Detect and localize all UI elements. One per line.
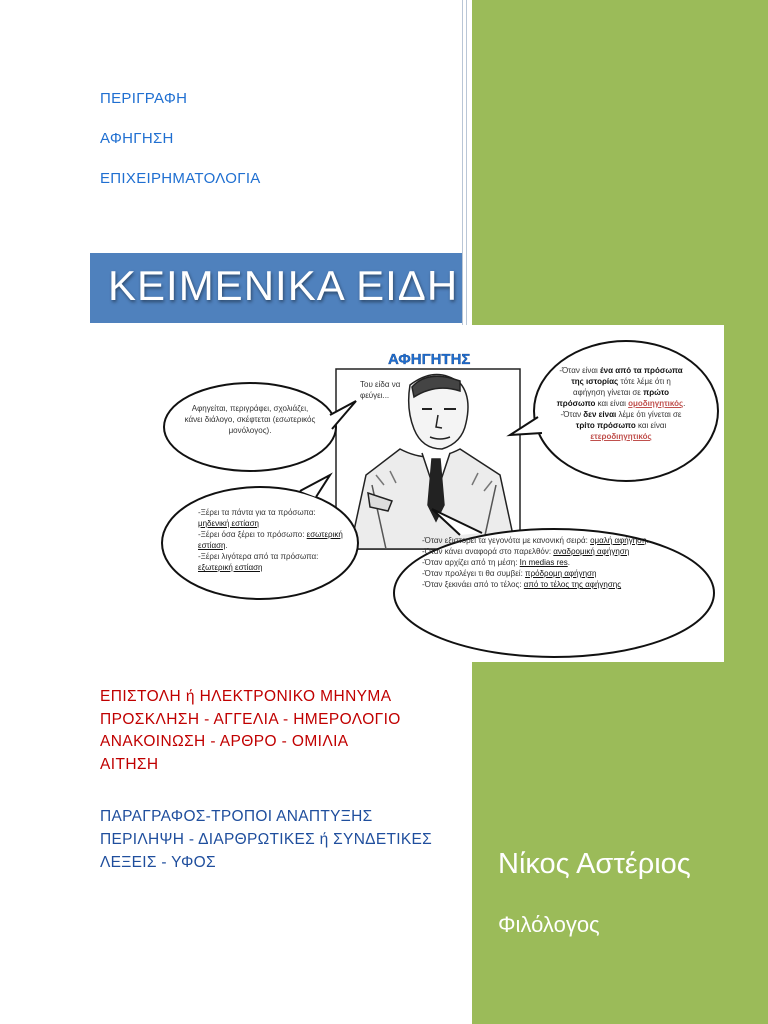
topic-list-blue — [100, 808, 432, 877]
focalization-term: εξωτερική εστίαση — [198, 563, 263, 572]
narrator-term: ομοδιηγητικός — [628, 399, 684, 408]
genre-line: ΑΙΤΗΣΗ — [100, 755, 159, 773]
narrator-line: και είναι — [637, 421, 667, 430]
genre-line: ΕΠΙΣΤΟΛΗ ή ΗΛΕΚΤΡΟΝΙΚΟ ΜΗΝΥΜΑ — [100, 688, 392, 705]
genre-list-top — [100, 90, 261, 210]
bubble-left-mid-text: -Ξέρει τα πάντα για τα πρόσωπα: μηδενική εστίαση -Ξέρει όσα ξέρει το πρόσωπο: εσωτερική εστίαση. -Ξέρει λιγότερα από τα πρόσωπα: εξωτερική εστίαση — [198, 508, 343, 572]
narrator-bold: δεν είναι — [583, 410, 617, 419]
focalization-line: -Ξέρει όσα ξέρει το πρόσωπο: — [198, 530, 305, 539]
narrator-bold: τρίτο πρόσωπο — [575, 421, 636, 430]
narrator-illustration — [160, 325, 724, 662]
bubble-right-bottom-text: -Όταν εξιστορεί τα γεγονότα με κανονική σειρά: ομαλή αφήγηση. -Όταν κάνει αναφορά στο παρελθόν: αναδρομική αφήγηση -Όταν αρχίζει από τη μέση: In medias res. -Όταν προλέγει τι θα συμβεί: πρόδρομη αφήγηση -Όταν ξεκινάει από το τέλος: από το τέλος της αφήγησης — [422, 536, 649, 589]
narrator-bold: πρώτο πρόσωπο — [556, 388, 669, 408]
author-name: Νίκος Αστέριος — [498, 848, 691, 880]
narrator-line: -Όταν — [560, 410, 582, 419]
narrator-bold: ένα από τα πρόσωπα της ιστορίας — [571, 366, 683, 386]
focalization-line: -Ξέρει τα πάντα για τα πρόσωπα: — [198, 508, 316, 517]
narration-term: πρόδρομη αφήγηση — [525, 569, 597, 578]
genre-item: ΑΦΗΓΗΣΗ — [100, 130, 174, 147]
illustration-heading: ΑΦΗΓΗΤΗΣ — [388, 351, 471, 368]
genre-line: ΠΡΟΣΚΛΗΣΗ - ΑΓΓΕΛΙΑ - ΗΜΕΡΟΛΟΓΙΟ — [100, 710, 401, 728]
narration-line: -Όταν προλέγει τι θα συμβεί: — [422, 569, 523, 578]
author-profession: Φιλόλογος — [498, 912, 600, 937]
topic-line: ΛΕΞΕΙΣ - ΥΦΟΣ — [100, 854, 216, 871]
bubble-left-top-text: Αφηγείται, περιγράφει, σχολιάζει, κάνει διάλογο, σκέφτεται (εσωτερικός μονόλογος). — [184, 404, 316, 435]
focalization-term: εσωτερική εστίαση — [198, 530, 343, 550]
bubble-right-top-text: -Όταν είναι ένα από τα πρόσωπα της ιστορίας τότε λέμε ότι η αφήγηση γίνεται σε πρώτο πρόσωπο και είναι ομοδιηγητικός. -Όταν δεν είναι λέμε ότι γίνεται σε τρίτο πρόσωπο και είναι ετεροδιηγητικός — [556, 366, 686, 441]
narration-term: In medias res — [519, 558, 568, 567]
narration-term: ομαλή αφήγηση — [590, 536, 647, 545]
topic-line: ΠΕΡΙΛΗΨΗ - ΔΙΑΡΘΡΩΤΙΚΕΣ ή ΣΥΝΔΕΤΙΚΕΣ — [100, 831, 433, 848]
narration-term: από το τέλος της αφήγησης — [523, 580, 622, 589]
narrator-term: ετεροδιηγητικός — [590, 432, 652, 441]
narrator-line: -Όταν είναι — [559, 366, 598, 375]
genre-line: ΑΝΑΚΟΙΝΩΣΗ - ΑΡΘΡΟ - ΟΜΙΛΙΑ — [100, 733, 349, 750]
narration-line: -Όταν κάνει αναφορά στο παρελθόν: — [422, 547, 552, 556]
page-title: ΚΕΙΜΕΝΙΚΑ ΕΙΔΗ — [108, 262, 459, 309]
genre-list-red — [100, 688, 401, 778]
focalization-term: μηδενική εστίαση — [198, 519, 259, 528]
narrator-line: τότε λέμε ότι η αφήγηση γίνεται σε — [573, 377, 671, 397]
speech-box-text: Του είδα να φεύγει... — [360, 380, 401, 400]
topic-line: ΠΑΡΑΓΡΑΦΟΣ-ΤΡΟΠΟΙ ΑΝΑΠΤΥΞΗΣ — [100, 808, 373, 825]
narration-line: -Όταν εξιστορεί τα γεγονότα με κανονική σειρά: — [422, 536, 588, 545]
narrator-line: και είναι — [597, 399, 626, 408]
narration-line: -Όταν αρχίζει από τη μέση: — [422, 558, 518, 567]
narrator-line: λέμε ότι γίνεται σε — [618, 410, 682, 419]
focalization-line: -Ξέρει λιγότερα από τα πρόσωπα: — [198, 552, 319, 561]
genre-item: ΠΕΡΙΓΡΑΦΗ — [100, 90, 188, 107]
narration-line: -Όταν ξεκινάει από το τέλος: — [422, 580, 522, 589]
narration-term: αναδρομική αφήγηση — [553, 547, 630, 556]
genre-item: ΕΠΙΧΕΙΡΗΜΑΤΟΛΟΓΙΑ — [100, 170, 261, 187]
